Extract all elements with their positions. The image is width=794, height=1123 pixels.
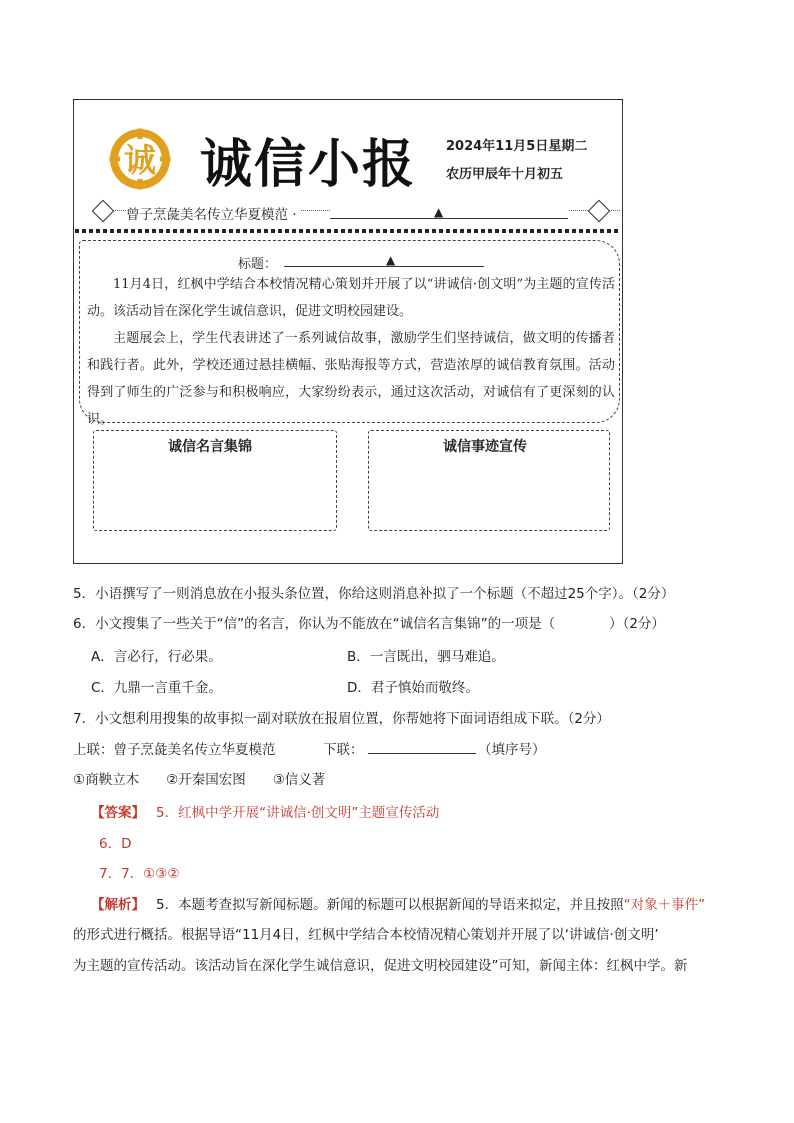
analysis-line-3: 为主题的宣传活动。该活动旨在深化学生诚信意识，促进文明校园建设”可知，新闻主体：红枫中学。新 [73,958,688,974]
blank-marker-2: ▲ [386,253,396,267]
couplet-items: ①商鞅立木 ②开秦国宏图 ③信义著 [73,772,326,788]
analysis-tag: 【解析】 [91,897,145,913]
couplet-slogan: 曾子烹彘美名传立华夏模范 · [126,203,301,223]
answer-6: 6．D [99,836,132,852]
option-b: B．一言既出，驷马难追。 [347,649,505,665]
blank-marker-1: ▲ [434,205,444,219]
quotes-box-title: 诚信名言集锦 [168,439,252,455]
article-paragraph-2: 主题展会上，学生代表讲述了一系列诚信故事，激励学生们坚持诚信，做文明的传播者和践行者。此外，学校还通过悬挂横幅、张贴海报等方式，营造浓厚的诚信教育氛围。活动得到了师生的广泛参与和积极响应，大家纷纷表示，通过这次活动，对诚信有了更深刻的认识。 [87,331,615,427]
newspaper-title: 诚信小报 [200,135,417,195]
article-paragraph-1: 11月4日，红枫中学结合本校情况精心策划并开展了以“讲诚信·创文明”为主题的宣传活动。该活动旨在深化学生诚信意识，促进文明校园建设。 [87,277,615,319]
analysis-line-2: 的形式进行概括。根据导语“11月4日，红枫中学结合本校情况精心策划并开展了以‘讲诚信·创文明’ [73,927,659,943]
couplet-lower-blank [368,741,476,754]
logo-char: 诚 [123,141,157,179]
option-d: D．君子慎始而敬终。 [347,680,479,696]
option-c: C．九鼎一言重千金。 [91,680,222,696]
date-lunar: 农历甲辰年十月初五 [446,167,564,182]
answer-7: 7．7．①③② [99,866,180,882]
question-5: 5．小语撰写了一则消息放在小报头条位置，你给这则消息补拟了一个标题（不超过25个字）。（2分） [73,586,675,602]
option-a: A．言必行，行必果。 [91,649,222,665]
couplet-upper: 上联：曾子烹彘美名传立华夏模范 [73,742,276,758]
dotted-rule [75,229,621,233]
couplet-lower-label: 下联： [323,742,364,758]
question-7: 7．小文想利用搜集的故事拟一副对联放在报眉位置，你帮她将下面词语组成下联。（2分） [73,711,610,727]
article-title-blank [284,253,484,267]
logo-icon [108,127,172,191]
answer-5: 5．红枫中学开展“讲诚信·创文明”主题宣传活动 [156,805,440,821]
couplet-blank [330,205,568,219]
couplet-lower-note: （填序号） [478,742,546,758]
question-6: 6．小文搜集了一些关于“信”的名言，你认为不能放在“诚信名言集锦”的一项是（ ）（2分） [73,616,665,632]
analysis-highlight: “对象＋事件” [623,897,706,913]
stories-box-title: 诚信事迹宣传 [443,439,527,455]
analysis-line-1-text: 5．本题考查拟写新闻标题。新闻的标题可以根据新闻的导语来拟定，并且按照 [156,897,624,913]
article-title-label: 标题： [238,257,278,272]
analysis-line-1 [156,893,705,913]
answer-tag: 【答案】 [91,805,145,821]
date-gregorian: 2024年11月5日星期二 [446,139,588,154]
